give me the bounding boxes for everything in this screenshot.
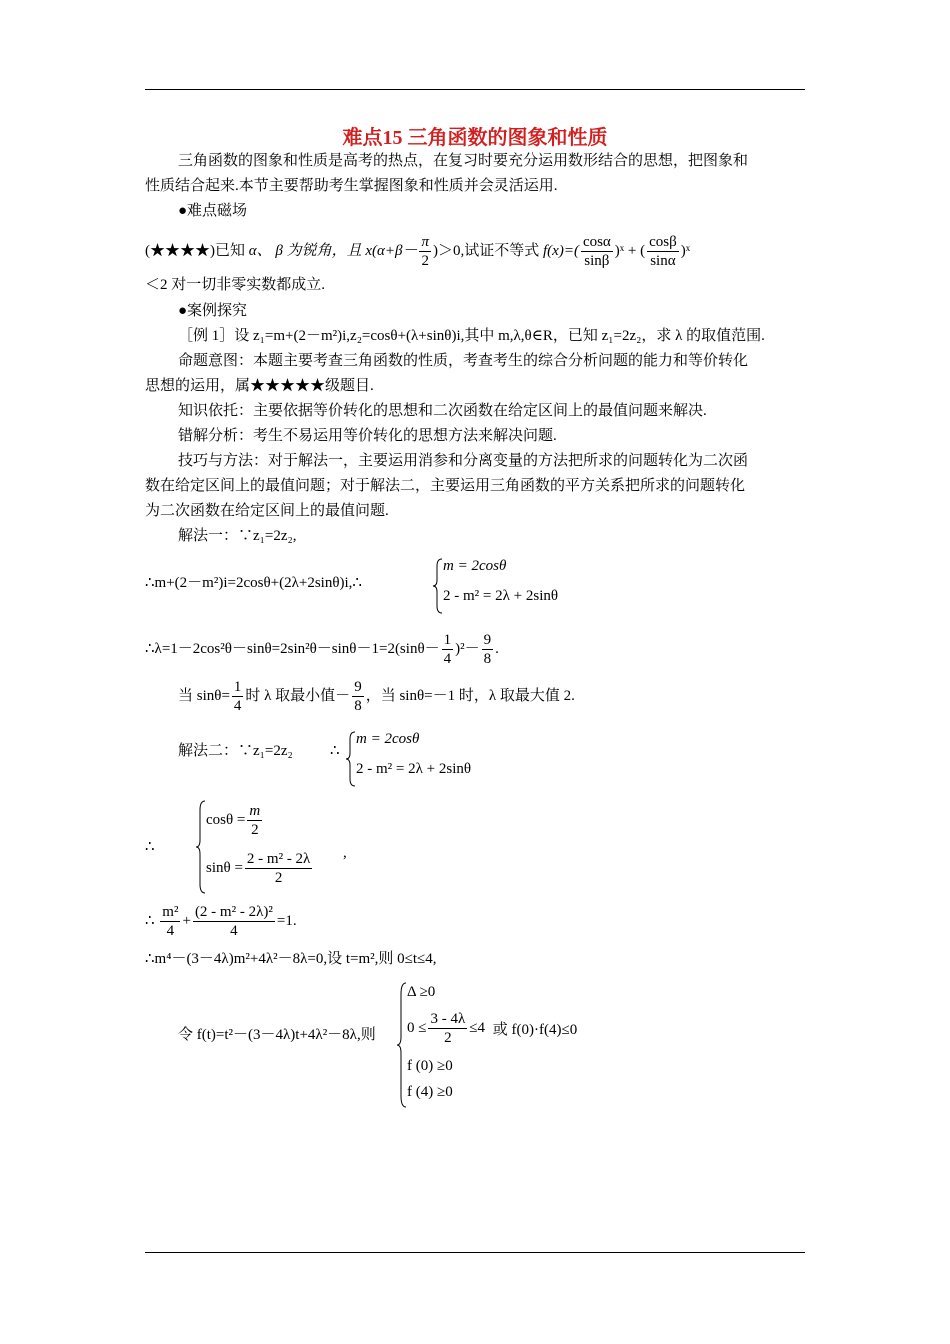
section-cases: ●案例探究: [178, 303, 248, 319]
sum-equation: [145, 898, 810, 944]
system-2: [346, 731, 546, 787]
brace-icon: [346, 731, 356, 787]
bottom-rule: [145, 1252, 805, 1253]
row2-right: ≤4: [469, 1020, 485, 1036]
when-end: ，当 sinθ=－1 时，λ 取最大值 2.: [365, 688, 575, 704]
problem-line-2: ＜2 对一切非零实数都成立.: [145, 277, 326, 293]
page-title: 难点15 三角函数的图象和性质: [342, 127, 608, 149]
one-quarter-fraction-2: $\frac{1}{4}$: [233, 679, 242, 715]
system-1: [433, 558, 633, 614]
problem-plus: )ˣ + (: [614, 243, 646, 259]
ft-definition: 令 f(t)=t²－(3－4λ)t+4λ²－8λ,则: [178, 1027, 376, 1043]
solution2-head: 解法二：∵z₁=2z₂: [178, 743, 293, 759]
problem-end: )ˣ: [680, 243, 691, 259]
problem-stars: (★★★★)已知: [145, 243, 249, 259]
system1-row-1: m = 2cosθ: [443, 558, 507, 574]
intent-line-2: 思想的运用，属★★★★★级题目.: [145, 378, 374, 394]
lambda-expression: ∴λ=1－2cos²θ－sinθ=2sin²θ－sinθ－1=2(sinθ－: [145, 641, 440, 657]
problem-rest: )＞0,试证不等式: [433, 243, 543, 259]
pi-over-2-fraction: $\frac{\pi}{2}$: [421, 234, 429, 270]
error-line: 错解分析：考生不易运用等价转化的思想方法来解决问题.: [178, 428, 557, 444]
when-text: 当 sinθ=: [178, 688, 230, 704]
system3-row-1: [206, 802, 264, 839]
system4-row-2: [407, 1010, 577, 1047]
square-over-4-fraction: $\frac{\text{(2 - m² - 2λ)²}}{4}$: [194, 904, 273, 940]
top-rule: [145, 89, 805, 90]
row2-left: 0 ≤: [407, 1020, 427, 1036]
solution2-therefore: ∴: [330, 743, 340, 759]
nine-eighths-fraction-2: $\frac{9}{8}$: [354, 679, 362, 715]
intro-line-1: 三角函数的图象和性质是高考的热点，在复习时要充分运用数形结合的思想，把图象和: [178, 153, 749, 169]
quartic-line: ∴m⁴－(3－4λ)m²+4λ²－8λ=0,设 t=m²,则 0≤t≤4,: [145, 951, 437, 967]
system2-row-2: 2 - m² = 2λ + 2sinθ: [356, 761, 472, 777]
section-magnet: ●难点磁场: [178, 203, 248, 219]
system-3: [196, 800, 396, 894]
brace-icon: [433, 558, 443, 614]
lambda-mid: )²－: [455, 641, 480, 657]
technique-line-1: 技巧与方法：对于解法一，主要运用消参和分离变量的方法把所求的问题转化为二次函: [178, 453, 749, 469]
sum-end: =1.: [276, 913, 297, 929]
intro-line-2: 性质结合起来.本节主要帮助考生掌握图象和性质并会灵活运用.: [145, 178, 558, 194]
system4-row-4: f (4) ≥0: [407, 1084, 453, 1100]
knowledge-line: 知识依托：主要依据等价转化的思想和二次函数在给定区间上的最值问题来解决.: [178, 403, 707, 419]
one-quarter-fraction: $\frac{1}{4}$: [443, 632, 452, 668]
system-4: [397, 982, 657, 1108]
vertex-fraction: $\frac{3 - 4\lambda}{2}$: [430, 1011, 466, 1046]
sin-fraction: $\frac{\text{2 - m² - 2λ}}{2}$: [246, 851, 311, 886]
system1-row-2: 2 - m² = 2λ + 2sinθ: [443, 588, 559, 604]
lambda-end: .: [495, 641, 499, 657]
brace-icon: [196, 800, 206, 894]
problem-beta: β 为锐角，且: [275, 243, 366, 259]
system3-therefore: ∴: [145, 839, 155, 855]
sum-plus: +: [182, 913, 191, 929]
nine-eighths-fraction: $\frac{9}{8}$: [483, 632, 492, 668]
system3-comma: ,: [343, 845, 347, 861]
when-mid: 时 λ 取最小值－: [245, 688, 351, 704]
brace-icon: [397, 982, 407, 1108]
solution1-eq1: ∴m+(2－m²)i=2cosθ+(2λ+2sinθ)i,∴: [145, 575, 362, 591]
system4-row-3: f (0) ≥0: [407, 1058, 453, 1074]
m-over-2-fraction: $\frac{m}{2}$: [249, 803, 261, 838]
system4-row-1: Δ ≥0: [407, 984, 436, 1000]
solution1-lambda: [145, 626, 810, 672]
m2-over-4-fraction: $\frac{\text{m²}}{4}$: [162, 904, 179, 940]
problem-alpha: α、: [248, 243, 272, 259]
solution1-head: 解法一：∵z₁=2z₂,: [178, 528, 297, 544]
cos-theta-eq: cosθ =: [206, 812, 246, 828]
technique-line-3: 为二次函数在给定区间上的最值问题.: [145, 503, 389, 519]
technique-line-2: 数在给定区间上的最值问题；对于解法二，主要运用三角函数的平方关系把所求的问题转化: [145, 478, 746, 494]
example-1: ［例 1］设 z₁=m+(2－m²)i,z₂=cosθ+(λ+sinθ)i,其中 m,λ,θ∈R，已知 z₁=2z₂，求 λ 的取值范围.: [178, 328, 765, 344]
system2-row-1: m = 2cosθ: [356, 731, 420, 747]
problem-x: x(α+β－: [365, 243, 418, 259]
intent-line-1: 命题意图：本题主要考查三角函数的性质，考查考生的综合分析问题的能力和等价转化: [178, 353, 749, 369]
problem-fx: f(x)=(: [543, 243, 579, 259]
system3-row-2: [206, 850, 314, 887]
sum-therefore: ∴: [145, 913, 155, 929]
solution1-when: [178, 673, 843, 719]
or-condition: 或 f(0)·f(4)≤0: [492, 1022, 578, 1038]
problem-line-1: [145, 228, 810, 274]
cos-beta-over-sin-alpha: $\frac{\cos\beta}{\sin\alpha}$: [649, 234, 677, 270]
sin-theta-eq: sinθ =: [206, 860, 243, 876]
cos-alpha-over-sin-beta: $\frac{\cos\alpha}{\sin\beta}$: [582, 234, 611, 270]
